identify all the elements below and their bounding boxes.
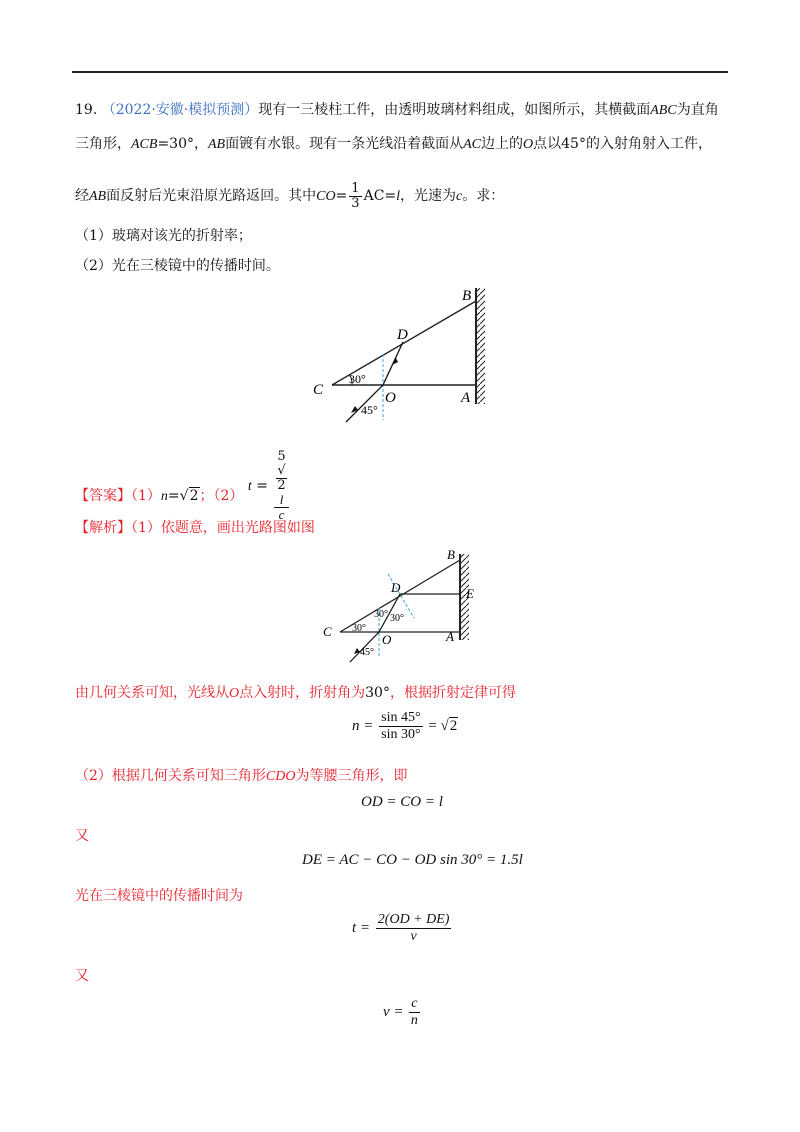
answer-tag: 【答案】 bbox=[75, 488, 131, 504]
equation-speed: v = $\frac{c}{n}$ bbox=[383, 996, 418, 1028]
fraction-one-third: $\frac{1}{3}$ bbox=[351, 180, 360, 211]
question-line-3: 经AB面反射后光束沿原光路返回。其中CO= $\frac{1}{3}$ AC=l，光速为c。求： bbox=[75, 180, 505, 211]
analysis-line-2: 由几何关系可知，光线从O点入射时，折射角为30°，根据折射定律可得 bbox=[75, 685, 516, 701]
analysis-tag: 【解析】 bbox=[75, 520, 131, 536]
equation-od-co: OD = CO = l bbox=[361, 794, 443, 810]
mirror-hatch bbox=[476, 288, 485, 404]
label-angle-30: 30° bbox=[349, 372, 366, 386]
top-rule bbox=[72, 71, 728, 73]
label-A: A bbox=[461, 390, 471, 406]
analysis-you-2: 又 bbox=[75, 968, 89, 984]
label-angle-45: 45° bbox=[361, 403, 378, 417]
label-E-2: E bbox=[466, 586, 474, 601]
label-B-2: B bbox=[447, 547, 455, 562]
question-part-2: （2）光在三棱镜中的传播时间。 bbox=[75, 258, 280, 274]
question-line-2: 三角形，ACB=30°，AB面镀有水银。现有一条光线沿着截面从AC边上的O点以45°的入射角射入工件， bbox=[75, 136, 712, 152]
label-B: B bbox=[462, 288, 472, 304]
prism-figure-2 bbox=[310, 546, 500, 664]
label-O-2: O bbox=[382, 632, 392, 647]
equation-refractive-index: n = $\frac{\sin 45^\circ}{\sin 30^\circ}$ = √2 bbox=[352, 710, 458, 742]
answer-line: 【答案】（1）n=√2；（2） t = 5 √ 2 l c bbox=[75, 460, 291, 532]
question-source: （2022·安徽·模拟预测） bbox=[101, 102, 259, 118]
question-line-1: 19. （2022·安徽·模拟预测）现有一三棱柱工件，由透明玻璃材料组成，如图所示，其横截面ABC为直角 bbox=[75, 102, 719, 118]
label-angle-d-30a: 30° bbox=[374, 609, 388, 620]
question-number: 19. bbox=[75, 102, 98, 118]
answer-time-expr: t = 5 √ 2 l c bbox=[248, 450, 291, 522]
label-angle-c-30: 30° bbox=[352, 623, 366, 634]
label-D: D bbox=[397, 327, 408, 343]
analysis-you-1: 又 bbox=[75, 828, 89, 844]
label-D-2: D bbox=[391, 580, 401, 595]
label-angle-45-2: 45° bbox=[360, 647, 374, 658]
label-O: O bbox=[385, 390, 396, 406]
prism-figure-1 bbox=[300, 282, 500, 432]
label-C-2: C bbox=[323, 624, 332, 639]
analysis-line-3: （2）根据几何关系可知三角形CDO为等腰三角形，即 bbox=[75, 768, 408, 784]
label-A-2: A bbox=[446, 629, 454, 644]
question-part-1: （1）玻璃对该光的折射率； bbox=[75, 228, 252, 244]
equation-time: t = $\frac{2(OD + DE)}{v}$ bbox=[352, 912, 450, 944]
analysis-line-1: 【解析】（1）依题意，画出光路图如图 bbox=[75, 520, 315, 536]
label-angle-d-30b: 30° bbox=[390, 613, 404, 624]
equation-de: DE = AC − CO − OD sin 30° = 1.5l bbox=[302, 852, 523, 868]
analysis-line-4: 光在三棱镜中的传播时间为 bbox=[75, 888, 243, 904]
label-C: C bbox=[313, 382, 324, 398]
